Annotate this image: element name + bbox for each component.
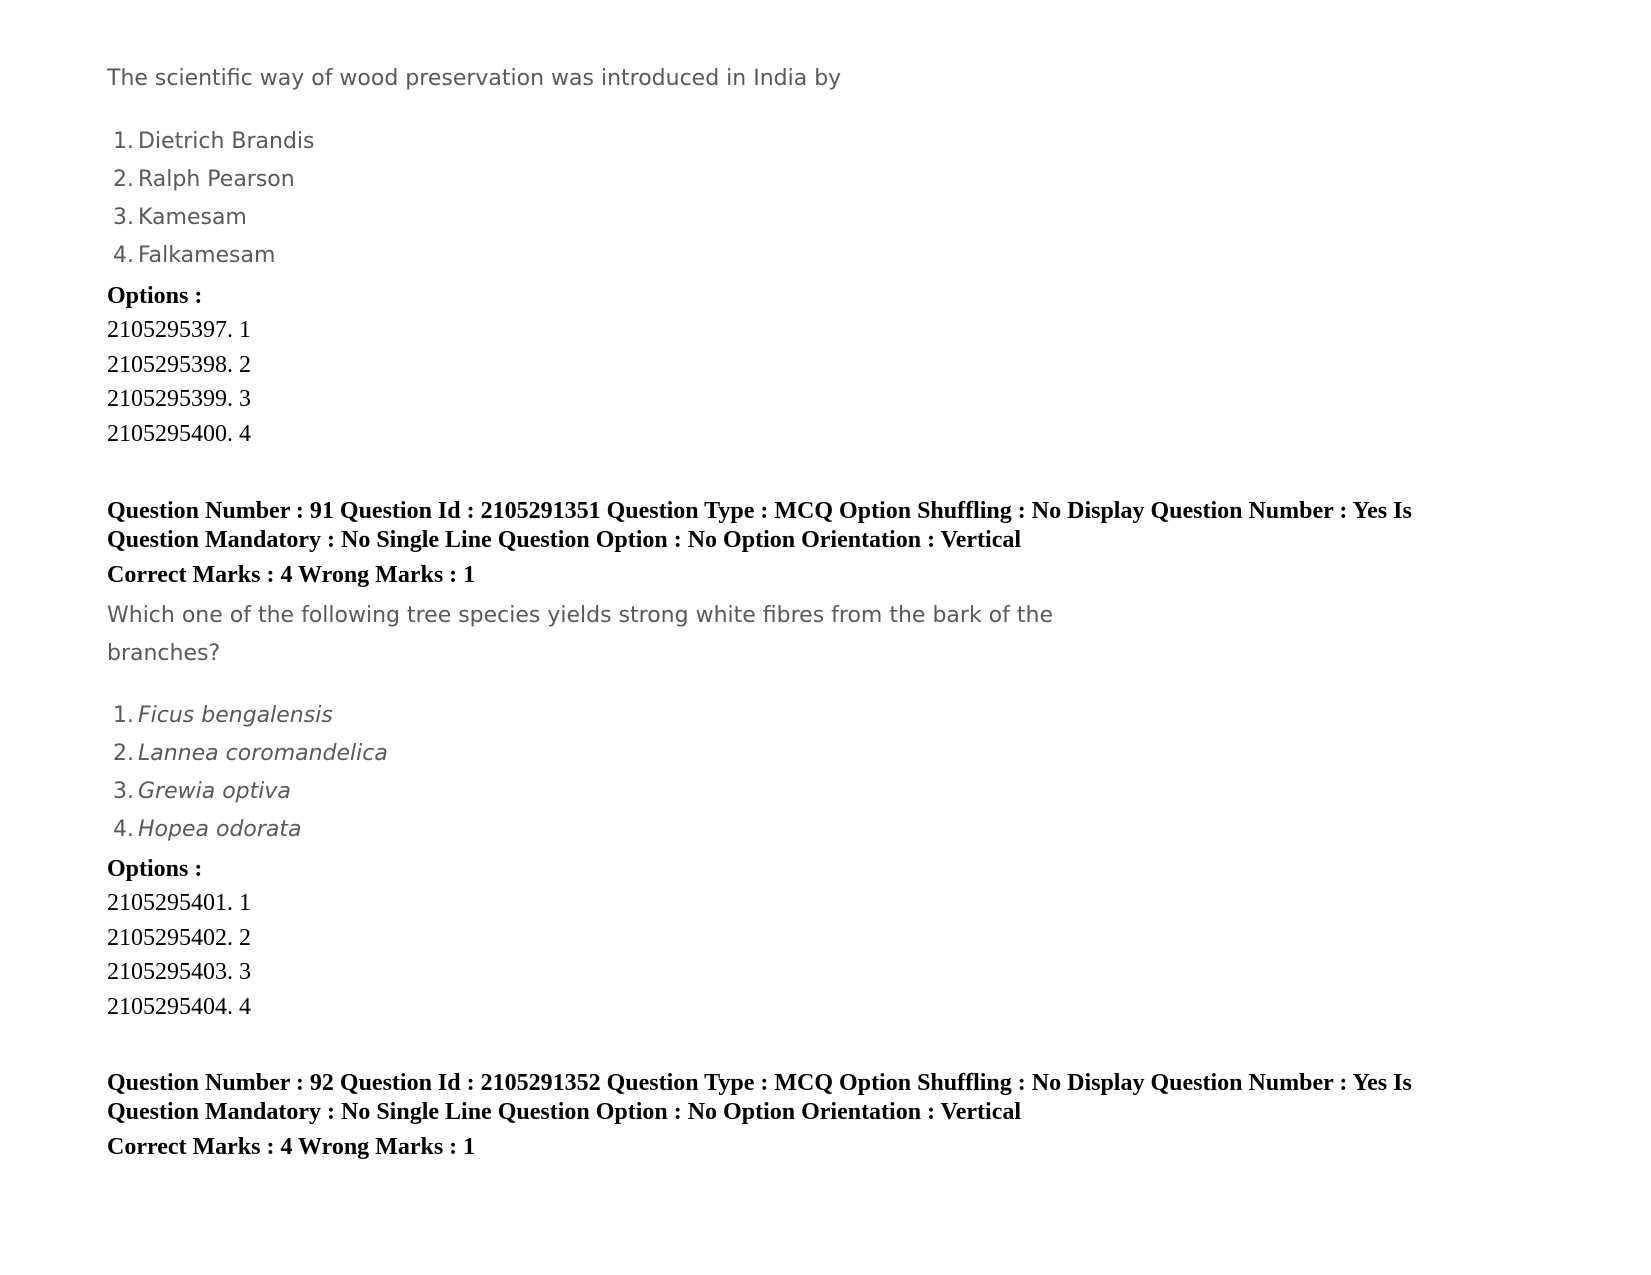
option-item: 2105295398. 2 [107, 351, 251, 378]
question-meta-line: Question Mandatory : No Single Line Question Option : No Option Orientation : Vertical [107, 1099, 1022, 1125]
marks-info: Correct Marks : 4 Wrong Marks : 1 [107, 1134, 476, 1160]
choice-item: 1. Dietrich Brandis [113, 129, 315, 154]
choice-item: 1. Ficus bengalensis [113, 703, 333, 728]
choice-item: 2. Lannea coromandelica [113, 741, 388, 766]
choice-list [113, 123, 315, 275]
marks-info: Correct Marks : 4 Wrong Marks : 1 [107, 562, 476, 588]
question-meta-line: Question Mandatory : No Single Line Question Option : No Option Orientation : Vertical [107, 527, 1022, 553]
option-item: 2105295401. 1 [107, 890, 251, 916]
choice-item: 4. Falkamesam [113, 243, 276, 268]
option-item: 2105295400. 4 [107, 420, 251, 447]
option-item: 2105295404. 4 [107, 993, 251, 1020]
option-item: 2105295402. 2 [107, 924, 251, 951]
options-list [107, 886, 251, 1024]
question-meta [107, 1069, 1547, 1127]
choice-item: 4. Hopea odorata [113, 817, 302, 842]
question-text: branches? [107, 641, 221, 666]
question-meta-line: Question Number : 91 Question Id : 2105291351 Question Type : MCQ Option Shuffling : No Display Question Number : Yes Is [107, 498, 1412, 524]
choice-item: 2. Ralph Pearson [113, 167, 295, 192]
question-meta-line: Question Number : 92 Question Id : 2105291352 Question Type : MCQ Option Shuffling : No Display Question Number : Yes Is [107, 1070, 1412, 1096]
question-meta [107, 497, 1547, 555]
choice-item: 3. Grewia optiva [113, 779, 291, 804]
options-heading: Options : [107, 283, 203, 309]
options-heading: Options : [107, 856, 203, 882]
option-item: 2105295403. 3 [107, 959, 251, 985]
option-item: 2105295399. 3 [107, 386, 251, 412]
choice-list [113, 697, 388, 849]
options-list [107, 313, 251, 451]
choice-item: 3. Kamesam [113, 205, 247, 230]
question-text: Which one of the following tree species yields strong white fibres from the bark of the [107, 603, 1053, 628]
question-text: The scientific way of wood preservation was introduced in India by [107, 66, 842, 91]
option-item: 2105295397. 1 [107, 317, 251, 343]
